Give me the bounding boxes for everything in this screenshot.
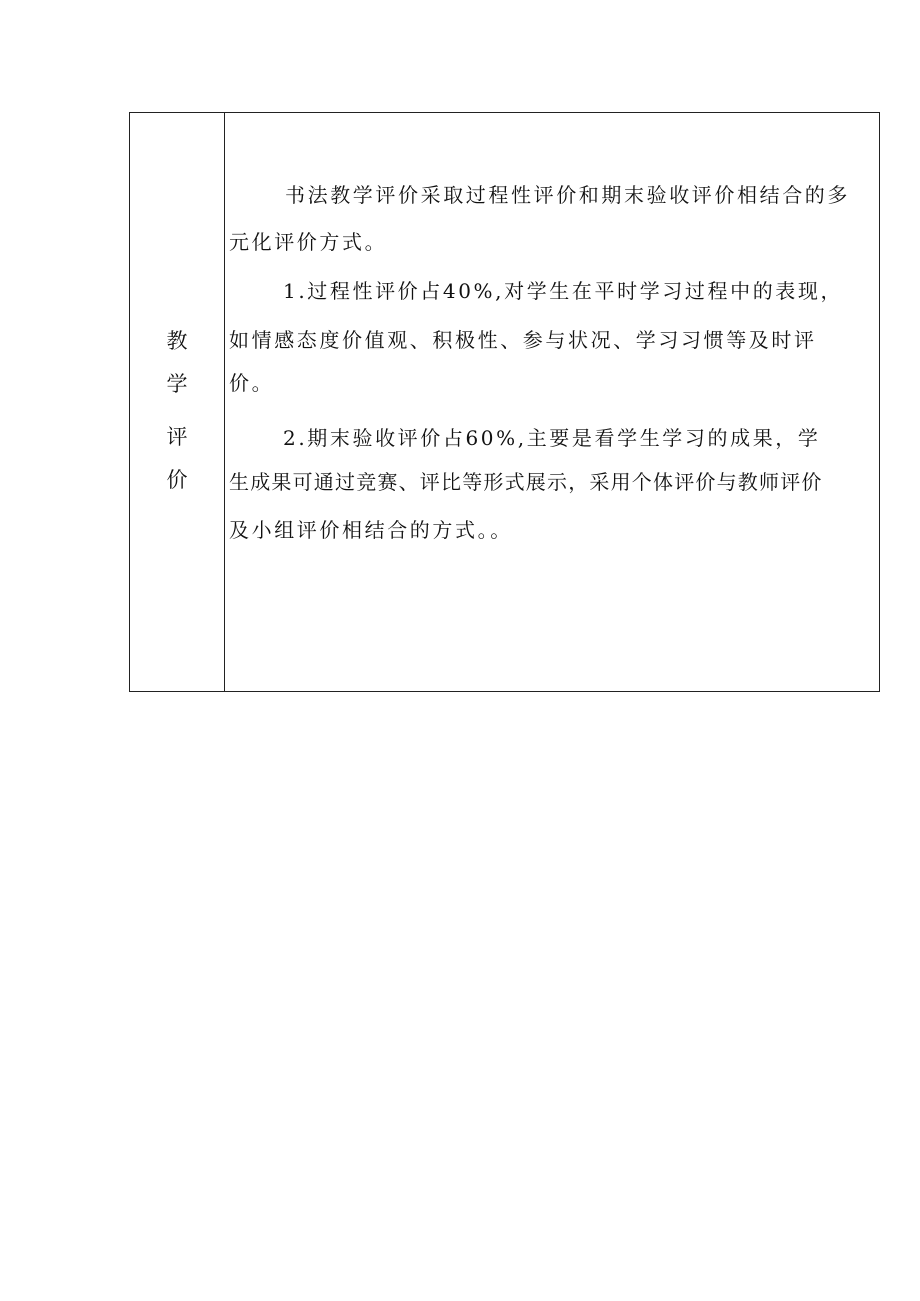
label-char-1: 教	[166, 329, 188, 353]
evaluation-table	[129, 112, 880, 692]
content-line-7: 生成果可通过竞赛、评比等形式展示，采用个体评价与教师评价	[229, 470, 823, 494]
content-line-6: 2.期末验收评价占60%,主要是看学生学习的成果，学	[283, 426, 821, 450]
label-char-2: 学	[166, 372, 188, 396]
content-line-1: 书法教学评价采取过程性评价和期末验收评价相结合的多	[285, 183, 850, 207]
content-line-5: 价。	[229, 371, 275, 395]
label-cell	[130, 113, 225, 691]
label-char-4: 价	[166, 468, 188, 492]
content-line-8: 及小组评价相结合的方式。。	[229, 518, 513, 542]
content-line-3: 1.过程性评价占40%,对学生在平时学习过程中的表现，	[283, 279, 844, 303]
content-cell	[225, 113, 879, 691]
label-char-3: 评	[166, 425, 188, 449]
content-line-2: 元化评价方式。	[229, 230, 388, 254]
content-line-4: 如情感态度价值观、积极性、参与状况、学习习惯等及时评	[229, 328, 817, 352]
